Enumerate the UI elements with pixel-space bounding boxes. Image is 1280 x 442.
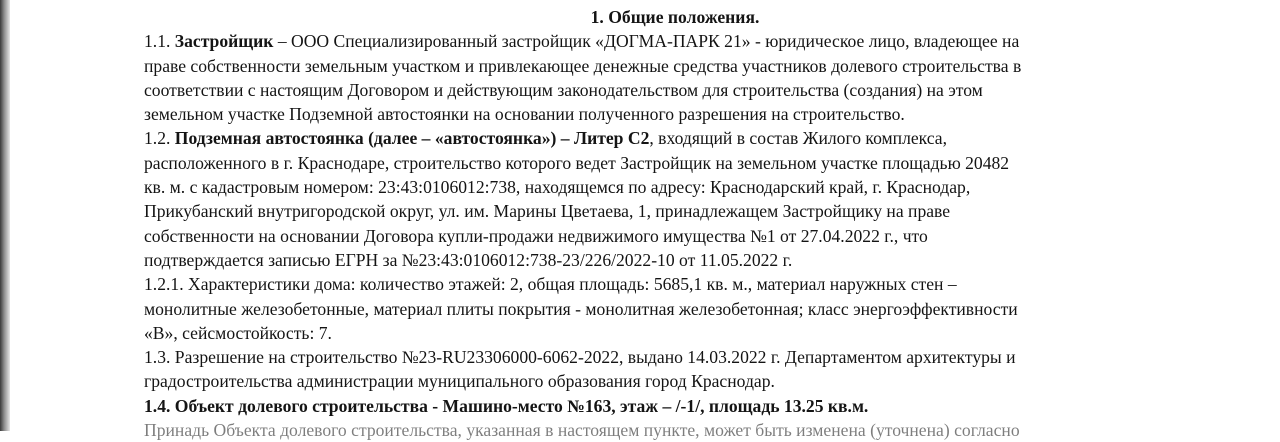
term-parking: Подземная автостоянка (далее – «автостоянка») – Литер С2 bbox=[174, 128, 650, 149]
clause-number: 1.2. bbox=[144, 128, 171, 149]
clause-text: – ООО Специализированный застройщик «ДОГМА-ПАРК 21» - юридическое лицо, владеющее на bbox=[277, 31, 1020, 52]
paragraph-line: градостроительства администрации муниципального образования город Краснодар. bbox=[144, 371, 775, 392]
term-developer: Застройщик bbox=[174, 31, 274, 52]
paragraph-line: Прикубанский внутригородской округ, ул. им. Марины Цветаева, 1, принадлежащем Застройщику на праве bbox=[144, 201, 951, 222]
page-shadow-edge bbox=[0, 0, 10, 431]
paragraph-line: расположенного в г. Краснодаре, строительство которого ведет Застройщик на земельном участке площадью 20482 bbox=[144, 152, 1010, 173]
clause-number: 1.1. bbox=[144, 31, 171, 52]
paragraph-line: «В», сейсмостойкость: 7. bbox=[144, 322, 332, 343]
paragraph-line bbox=[144, 29, 1212, 53]
paragraph-line-cropped: Принадь Объекта долевого строительства, указанная в настоящем пункте, может быть изменена (уточнена) согласно bbox=[144, 420, 1020, 441]
paragraph-line: 1.3. Разрешение на строительство №23-RU23306000-6062-2022, выдано 14.03.2022 г. Департаментом архитектуры и bbox=[144, 347, 1016, 368]
paragraph-line: кв. м. с кадастровым номером: 23:43:0106012:738, находящемся по адресу: Краснодарский край, г. Краснодар, bbox=[144, 177, 971, 198]
paragraph-line: собственности на основании Договора купли-продажи недвижимого имущества №1 от 27.04.2022 г., что bbox=[144, 225, 928, 246]
document-page bbox=[144, 5, 1212, 441]
paragraph-line: монолитные железобетонные, материал плиты покрытия - монолитная железобетонная; класс энергоэффективности bbox=[144, 298, 1018, 319]
paragraph-line: праве собственности земельным участком и привлекающее денежные средства участников долевого строительства в bbox=[144, 55, 1022, 76]
paragraph-line bbox=[144, 126, 1212, 150]
section-title: 1. Общие положения. bbox=[590, 7, 760, 27]
paragraph-line: подтверждается записью ЕГРН за №23:43:0106012:738-23/226/2022-10 от 11.05.2022 г. bbox=[144, 249, 793, 270]
paragraph-line: земельном участке Подземной автостоянки на основании полученного разрешения на строительство. bbox=[144, 104, 905, 125]
paragraph-line: 1.2.1. Характеристики дома: количество этажей: 2, общая площадь: 5685,1 кв. м., материал наружных стен – bbox=[144, 274, 957, 295]
clause-text: , входящий в состав Жилого комплекса, bbox=[649, 128, 948, 149]
paragraph-line: соответствии с настоящим Договором и действующим законодательством для строительства (создания) на этом bbox=[144, 79, 983, 100]
object-heading: 1.4. Объект долевого строительства - Машино-место №163, этаж – /-1/, площадь 13.25 кв.м. bbox=[144, 395, 869, 416]
